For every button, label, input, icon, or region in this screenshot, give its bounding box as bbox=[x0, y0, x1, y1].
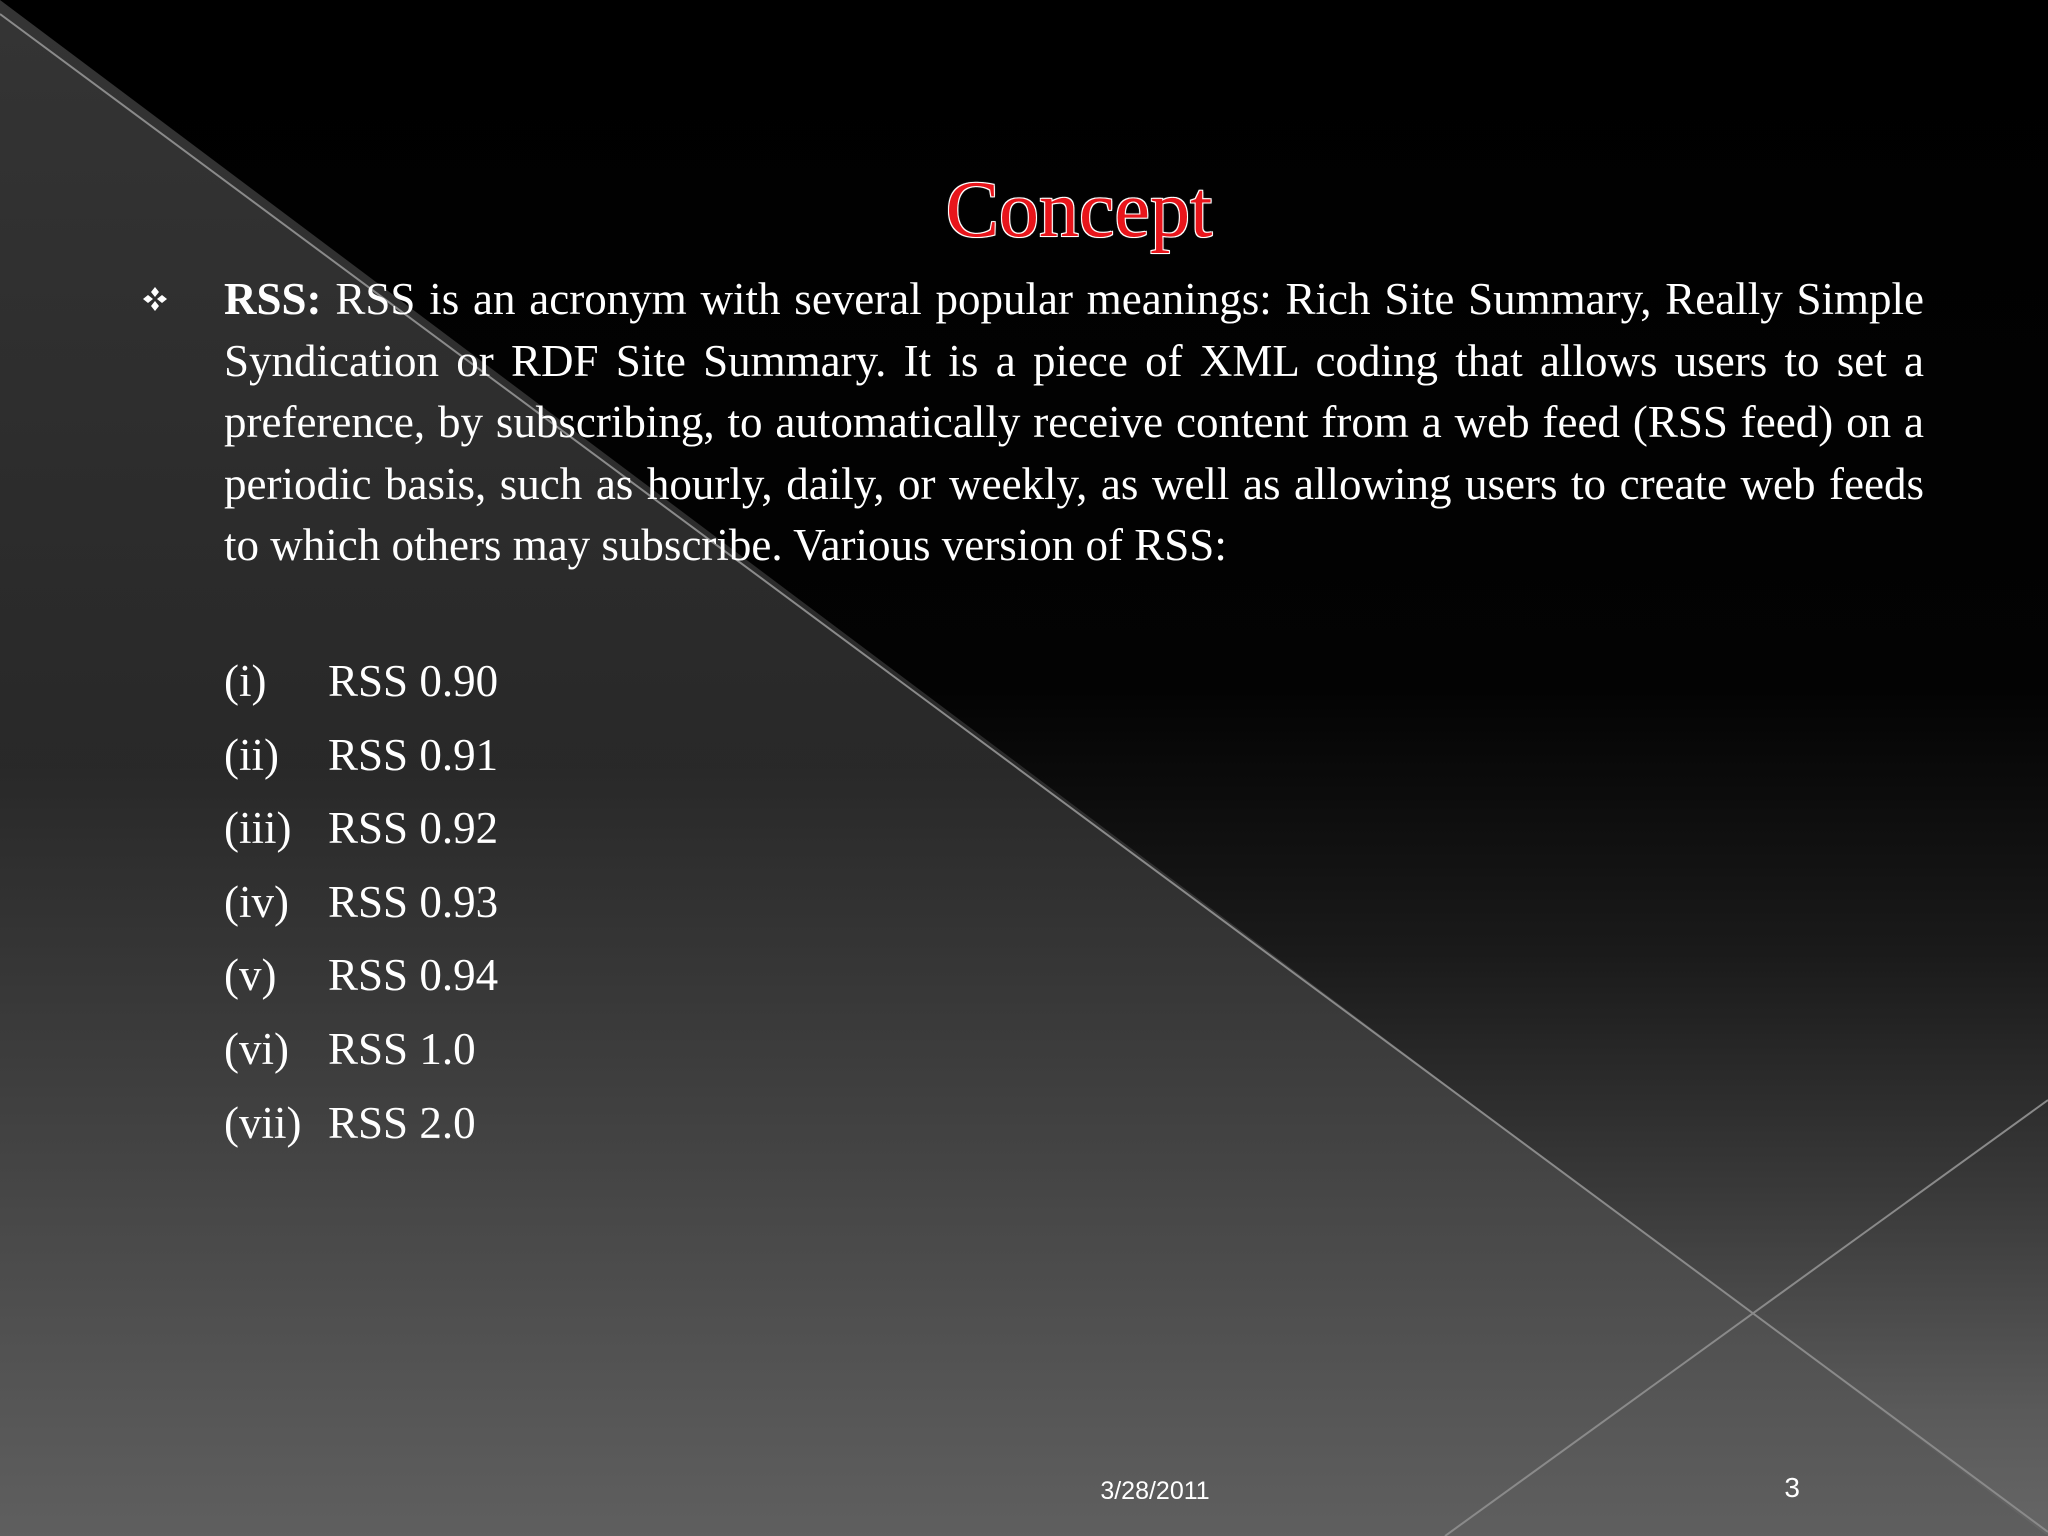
list-item bbox=[224, 1090, 498, 1164]
rss-version-list bbox=[224, 648, 498, 1163]
list-item-label: RSS 0.91 bbox=[328, 729, 499, 780]
list-item-number: (iv) bbox=[224, 876, 289, 927]
list-item-label: RSS 2.0 bbox=[328, 1097, 476, 1148]
list-item-label: RSS 1.0 bbox=[328, 1023, 476, 1074]
list-item bbox=[224, 869, 498, 943]
four-diamond-bullet-icon bbox=[140, 284, 170, 314]
list-item-number: (i) bbox=[224, 656, 267, 706]
list-item-number: (ii) bbox=[224, 729, 279, 780]
list-item-label: RSS 0.90 bbox=[328, 656, 499, 706]
rss-definition: RSS is an acronym with several popular meanings: Rich Site Summary, Really Simple Syndication or RDF Site Summary. It is a piece of XML coding that allows users to set a preference, by subscribing, to automatically receive content from a web feed (RSS feed) on a periodic basis, such as hourly, daily, or weekly, as well as allowing users to create web feeds to which others may subscribe. Various version of RSS: bbox=[224, 274, 1924, 570]
list-item-number: (vi) bbox=[224, 1023, 289, 1074]
list-item-label: RSS 0.92 bbox=[328, 803, 499, 854]
slide-title: Concept bbox=[945, 166, 1213, 254]
list-item bbox=[224, 648, 498, 722]
list-item bbox=[224, 942, 498, 1016]
list-item bbox=[224, 722, 498, 796]
list-item-number: (v) bbox=[224, 950, 277, 1001]
list-item-label: RSS 0.94 bbox=[328, 950, 499, 1001]
list-item bbox=[224, 1016, 498, 1090]
page-number: 3 bbox=[1784, 1472, 1800, 1503]
rss-description bbox=[224, 269, 1924, 577]
list-item-number: (iii) bbox=[224, 803, 292, 854]
rss-term: RSS: bbox=[224, 274, 322, 324]
footer-date: 3/28/2011 bbox=[1100, 1477, 1210, 1505]
list-item bbox=[224, 795, 498, 869]
list-item-label: RSS 0.93 bbox=[328, 876, 499, 927]
list-item-number: (vii) bbox=[224, 1097, 302, 1148]
